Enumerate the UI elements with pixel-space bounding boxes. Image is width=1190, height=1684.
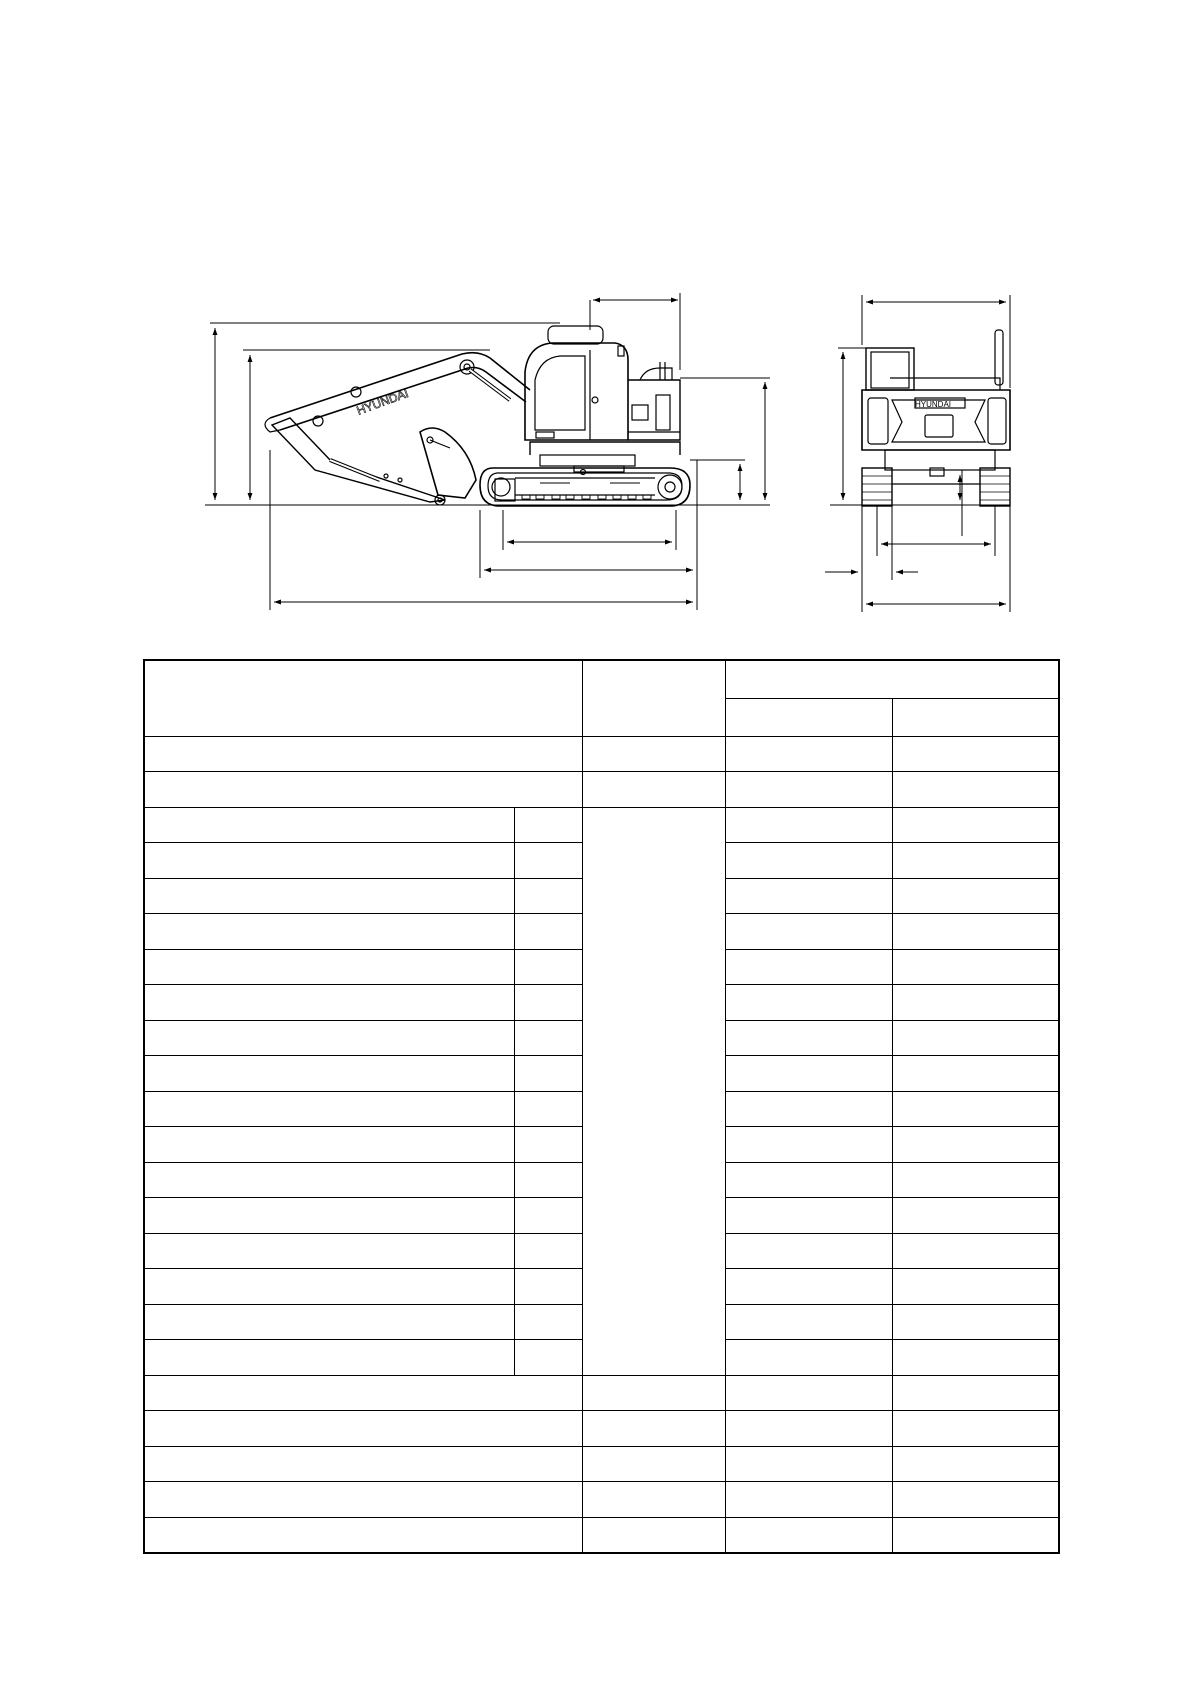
table-row [144,772,1059,808]
table-row [144,1375,1059,1411]
table-row [144,1446,1059,1482]
row-value-1 [725,1020,892,1056]
row-value-2 [892,1411,1059,1447]
upper-structure [525,326,680,466]
row-value-1 [725,1411,892,1447]
row-label [144,1482,582,1518]
row-label [144,1517,582,1553]
table-header-row [144,660,1059,698]
row-value-1 [725,1056,892,1092]
row-unit [582,1446,725,1482]
row-value-2 [892,1517,1059,1553]
row-value-1 [725,1482,892,1518]
row-label [144,772,582,808]
row-code [514,1056,582,1092]
row-value-1 [725,1375,892,1411]
excavator-side-view [205,293,770,610]
row-value-2 [892,1446,1059,1482]
row-label [144,736,582,772]
header-unit-cell [582,660,725,736]
row-value-2 [892,843,1059,879]
row-value-1 [725,1446,892,1482]
excavator-rear-view [825,295,1010,612]
row-unit [582,1517,725,1553]
header-item-cell [144,660,582,736]
row-label [144,1340,514,1376]
row-code [514,1198,582,1234]
row-value-1 [725,985,892,1021]
row-label [144,1375,582,1411]
row-unit [582,772,725,808]
row-value-2 [892,1091,1059,1127]
row-value-2 [892,914,1059,950]
row-value-1 [725,736,892,772]
dimension-drawing [0,0,1190,640]
row-value-2 [892,1162,1059,1198]
row-unit [582,1375,725,1411]
row-value-1 [725,1269,892,1305]
boom-arm-bucket [265,353,530,505]
row-code [514,1340,582,1376]
row-label [144,843,514,879]
row-value-1 [725,1233,892,1269]
row-code [514,1127,582,1163]
row-value-1 [725,1127,892,1163]
row-value-1 [725,1340,892,1376]
row-label [144,1162,514,1198]
row-value-2 [892,1482,1059,1518]
row-value-2 [892,1233,1059,1269]
row-value-2 [892,1020,1059,1056]
row-label [144,1056,514,1092]
row-value-1 [725,949,892,985]
row-value-1 [725,772,892,808]
row-label [144,914,514,950]
row-label [144,1127,514,1163]
row-code [514,1020,582,1056]
row-value-2 [892,1375,1059,1411]
row-code [514,1269,582,1305]
row-label [144,1198,514,1234]
table-row [144,736,1059,772]
row-value-1 [725,1517,892,1553]
row-code [514,1091,582,1127]
row-value-2 [892,772,1059,808]
row-code [514,878,582,914]
row-label [144,807,514,843]
row-value-2 [892,1056,1059,1092]
row-code [514,1233,582,1269]
row-value-2 [892,736,1059,772]
table-row [144,1517,1059,1553]
row-code [514,949,582,985]
row-value-2 [892,807,1059,843]
table-row [144,1482,1059,1518]
row-label [144,949,514,985]
row-value-2 [892,1269,1059,1305]
row-value-1 [725,843,892,879]
rear-dimension-lines [825,295,1010,612]
row-shared-unit [582,807,725,1375]
row-value-2 [892,949,1059,985]
row-label [144,1020,514,1056]
row-label [144,1446,582,1482]
row-unit [582,1482,725,1518]
row-label [144,1269,514,1305]
row-value-1 [725,1198,892,1234]
row-unit [582,1411,725,1447]
row-value-1 [725,878,892,914]
row-code [514,843,582,879]
specification-table [143,659,1060,1554]
row-label [144,878,514,914]
row-value-2 [892,1340,1059,1376]
row-value-2 [892,985,1059,1021]
row-label [144,1233,514,1269]
row-value-1 [725,1304,892,1340]
row-label [144,1091,514,1127]
boom-brand-marking: HYUNDAI [354,386,411,418]
row-value-2 [892,1198,1059,1234]
row-value-1 [725,807,892,843]
row-value-1 [725,914,892,950]
side-dimension-lines [210,293,770,610]
row-code [514,1304,582,1340]
row-label [144,1304,514,1340]
row-value-1 [725,1091,892,1127]
header-spec-sub-2 [892,698,1059,736]
rear-brand-marking: HYUNDAI [915,400,952,409]
header-spec-sub-1 [725,698,892,736]
row-code [514,1162,582,1198]
row-label [144,1411,582,1447]
row-value-2 [892,1304,1059,1340]
row-code [514,807,582,843]
track-assembly [480,466,690,506]
row-value-1 [725,1162,892,1198]
row-code [514,914,582,950]
row-unit [582,736,725,772]
row-code [514,985,582,1021]
row-value-2 [892,878,1059,914]
row-value-2 [892,1127,1059,1163]
row-label [144,985,514,1021]
header-specification-cell [725,660,1059,698]
table-row [144,807,1059,843]
table-row [144,1411,1059,1447]
